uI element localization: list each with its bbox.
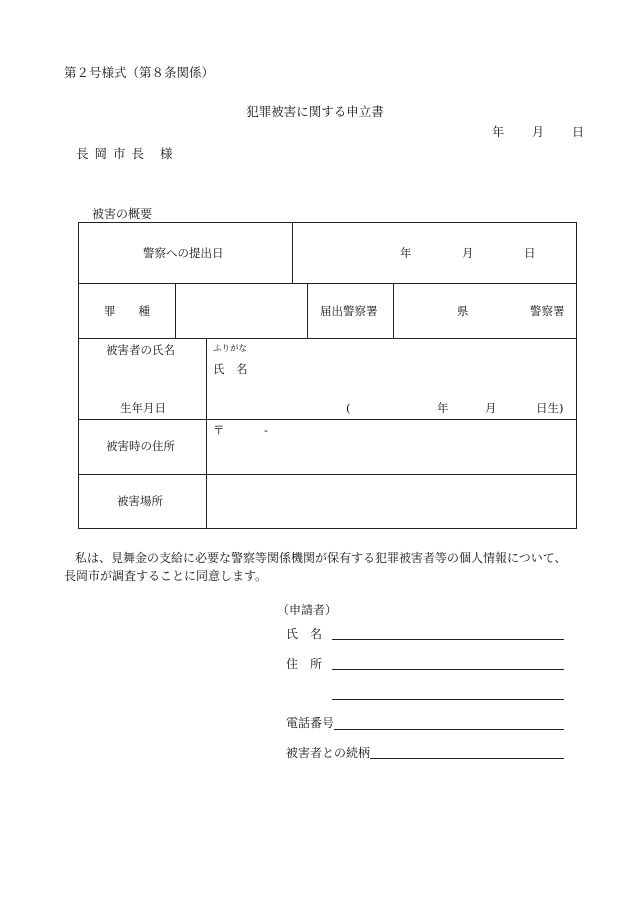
date-month-label: 月 bbox=[532, 125, 545, 139]
furigana-label: ふりがな bbox=[213, 344, 248, 354]
table-border-bottom bbox=[78, 528, 577, 529]
applicant-heading: （申請者） bbox=[277, 603, 338, 617]
police-report-date-label: 警察への提出日 bbox=[143, 246, 224, 260]
table-border-top bbox=[78, 222, 577, 223]
table-border-left bbox=[78, 222, 79, 529]
prefecture-suffix: 県 bbox=[457, 304, 469, 318]
victim-name-label: 被害者の氏名 bbox=[106, 343, 175, 357]
addressee-name: 長岡市長 bbox=[76, 146, 151, 161]
row-separator bbox=[78, 474, 577, 475]
police-date-year-label: 年 bbox=[400, 246, 412, 260]
police-date-day-label: 日 bbox=[524, 246, 536, 260]
date-day-label: 日 bbox=[572, 125, 585, 139]
postal-mark: 〒 bbox=[213, 423, 225, 437]
addressee bbox=[76, 148, 173, 161]
applicant-name-line[interactable] bbox=[332, 639, 564, 640]
addressee-honorific: 様 bbox=[160, 146, 173, 161]
birthdate-year-label: 年 bbox=[437, 401, 449, 415]
applicant-address-line-1[interactable] bbox=[332, 669, 564, 670]
police-station-suffix: 警察署 bbox=[530, 304, 565, 318]
col-separator bbox=[206, 338, 207, 529]
police-station-label: 届出警察署 bbox=[320, 304, 378, 318]
birthdate-month-label: 月 bbox=[485, 401, 497, 415]
col-separator bbox=[393, 283, 394, 339]
row-separator bbox=[78, 419, 577, 420]
applicant-relation-line[interactable] bbox=[370, 758, 564, 759]
consent-line-2: 長岡市が調査することに同意します。 bbox=[64, 569, 268, 583]
crime-type-label: 罪 種 bbox=[104, 304, 150, 318]
applicant-relation-label: 被害者との続柄 bbox=[286, 746, 371, 760]
row-separator bbox=[78, 338, 577, 339]
birthdate-open-paren: ( bbox=[346, 401, 351, 415]
birthdate-label: 生年月日 bbox=[120, 401, 166, 415]
applicant-phone-line[interactable] bbox=[334, 729, 564, 730]
col-separator bbox=[307, 283, 308, 339]
applicant-phone-label: 電話番号 bbox=[286, 716, 335, 730]
location-label: 被害場所 bbox=[117, 494, 163, 508]
applicant-address-line-2[interactable] bbox=[332, 699, 564, 700]
row-separator bbox=[78, 283, 577, 284]
table-border-right bbox=[576, 222, 577, 529]
applicant-name-label: 氏 名 bbox=[286, 627, 323, 641]
col-separator bbox=[175, 283, 176, 339]
document-title: 犯罪被害に関する申立書 bbox=[246, 104, 384, 119]
col-separator bbox=[292, 222, 293, 284]
date-year-label: 年 bbox=[492, 125, 505, 139]
victim-name-field-label: 氏 名 bbox=[213, 362, 248, 376]
applicant-address-label: 住 所 bbox=[286, 657, 323, 671]
overview-section-label: 被害の概要 bbox=[92, 207, 153, 221]
birthdate-day-label: 日生) bbox=[536, 401, 564, 415]
address-label: 被害時の住所 bbox=[106, 439, 175, 453]
postal-dash: - bbox=[264, 423, 268, 437]
police-date-month-label: 月 bbox=[462, 246, 474, 260]
form-number: 第２号様式（第８条関係） bbox=[64, 65, 215, 80]
consent-line-1: 私は、見舞金の支給に必要な警察等関係機関が保有する犯罪被害者等の個人情報について、 bbox=[75, 551, 567, 565]
